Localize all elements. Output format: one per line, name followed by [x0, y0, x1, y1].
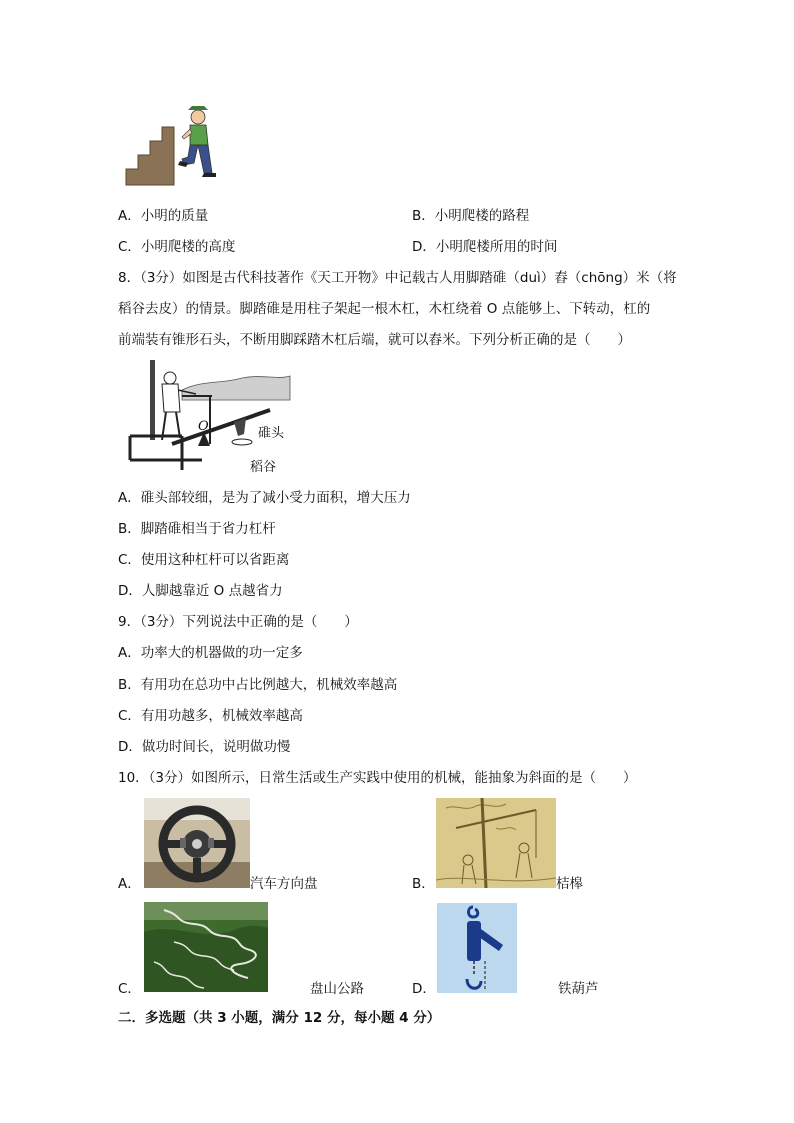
q7-option-d[interactable]: D．小明爬楼所用的时间 — [412, 239, 558, 255]
q8-option-c[interactable]: C．使用这种杠杆可以省距离 — [118, 552, 290, 568]
well-sweep-drawing — [436, 798, 556, 888]
q8-stem-line-1: 8．（3分）如图是古代科技著作《天工开物》中记载古人用脚踏碓（duì）舂（chōng）米（将 — [118, 270, 677, 286]
grain-label: 稻谷 — [250, 460, 277, 475]
q10-option-a-letter[interactable]: A． — [118, 876, 141, 892]
q7-option-b[interactable]: B．小明爬楼的路程 — [412, 208, 530, 224]
q7-option-a[interactable]: A．小明的质量 — [118, 208, 209, 224]
q10-option-b-letter[interactable]: B． — [412, 876, 435, 892]
q10-option-d-caption[interactable]: 铁葫芦 — [558, 981, 599, 997]
q8-option-a[interactable]: A．碓头部较细，是为了减小受力面积，增大压力 — [118, 490, 411, 506]
q8-option-b[interactable]: B．脚踏碓相当于省力杠杆 — [118, 521, 276, 537]
q9-stem: 9．（3分）下列说法中正确的是（ ） — [118, 614, 358, 630]
q9-option-b[interactable]: B．有用功在总功中占比例越大，机械效率越高 — [118, 677, 398, 693]
q7-option-c[interactable]: C．小明爬楼的高度 — [118, 239, 236, 255]
q8-option-d[interactable]: D．人脚越靠近 O 点越省力 — [118, 583, 283, 599]
q9-option-a[interactable]: A．功率大的机器做的功一定多 — [118, 645, 303, 661]
section-2-heading: 二．多选题（共 3 小题，满分 12 分，每小题 4 分） — [118, 1010, 441, 1026]
q10-option-c-letter[interactable]: C． — [118, 981, 141, 997]
q8-stem-line-2: 稻谷去皮）的情景。脚踏碓是用柱子架起一根木杠，木杠绕着 O 点能够上、下转动，杠的 — [118, 301, 651, 317]
q10-option-a-caption[interactable]: 汽车方向盘 — [250, 876, 318, 892]
q10-stem: 10．（3分）如图所示，日常生活或生产实践中使用的机械，能抽象为斜面的是（ ） — [118, 770, 637, 786]
pestle-head-label: 碓头 — [258, 426, 285, 441]
stair-climbing-figure — [124, 103, 224, 187]
q10-option-d-letter[interactable]: D． — [412, 981, 436, 997]
fulcrum-o-label: O — [198, 419, 209, 434]
mountain-road-photo — [144, 902, 268, 992]
q10-option-b-caption[interactable]: 桔槔 — [556, 876, 583, 892]
q9-option-c[interactable]: C．有用功越多，机械效率越高 — [118, 708, 303, 724]
q10-option-c-caption[interactable]: 盘山公路 — [310, 981, 364, 997]
q8-stem-line-3: 前端装有锥形石头，不断用脚踩踏木杠后端，就可以舂米。下列分析正确的是（ ） — [118, 332, 631, 348]
q9-option-d[interactable]: D．做功时间长，说明做功慢 — [118, 739, 291, 755]
steering-wheel-photo — [144, 798, 250, 888]
chain-hoist-photo — [437, 903, 517, 993]
